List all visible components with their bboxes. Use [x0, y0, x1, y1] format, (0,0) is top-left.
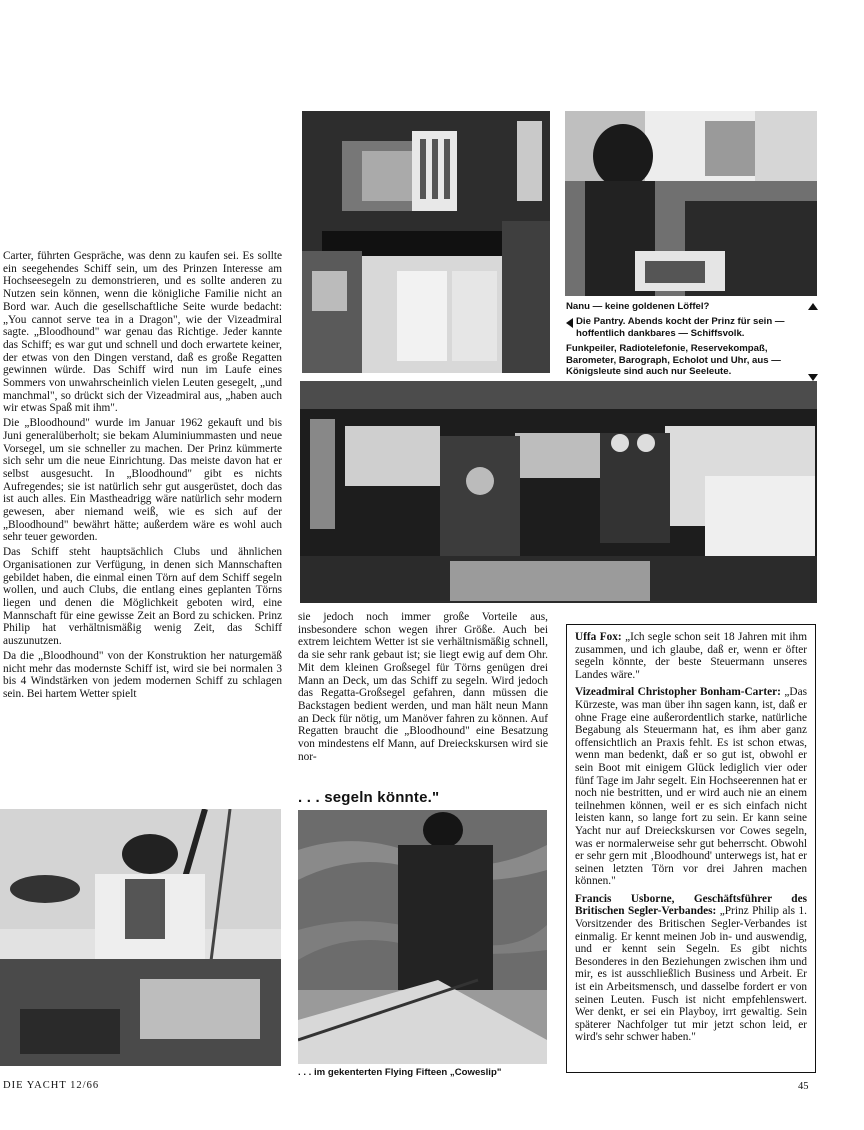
photo-woman-crate	[565, 111, 817, 296]
quotes-box	[566, 624, 816, 1073]
caption-pantry: Die Pantry. Abends kocht der Prinz für sein — hoffentlich dankbares — Schiffsvolk.	[576, 316, 785, 339]
page-number: 45	[798, 1081, 809, 1092]
captions-top-right	[566, 301, 818, 377]
column-middle	[298, 611, 548, 765]
quote-usborne	[575, 893, 807, 1044]
quote-speaker: Uffa Fox:	[575, 631, 622, 643]
caption-navigation: Funkpeiler, Radiotelefonie, Reservekompaß, Barometer, Barograph, Echolot und Uhr, aus — Königsleute sind auch nur Seeleute.	[566, 343, 781, 378]
triangle-down-icon	[808, 374, 818, 381]
photo-pantry	[302, 111, 550, 373]
quote-text: „Das Kürzeste, was man über ihn sagen kann, ist, daß er ohne Frage eine außerordentlich starke, natürliche Begabung als Steuermann hat, es ihm aber ganz offensichtlich an Praxis fehlt. Es ist schon etwas, wenn man bedenkt, daß er so gut ist, obwohl er sein Boot mit einigem Glück lediglich vier oder fünf Tage im Jahr segelt. Ein Hochseerennen hat er noch nie bestritten, und er wird auch nie an einem teilnehmen können, weil er es sich einfach nicht leisten kann, so lange fort zu sein. Er kann seine Yacht nur auf Dreieckskursen vor Cowes segeln, was er normalerweise sehr gut beherrscht. Obwohl er sehr gern mit ‚Bloodhound' unterwegs ist, hat er seinen letzten Törn vor drei Jahren machen können."	[575, 686, 807, 888]
caption-woman-crate: Nanu — keine goldenen Löffel?	[566, 301, 710, 312]
paragraph: Carter, führten Gespräche, was denn zu kaufen sei. Es sollte ein seegehendes Schiff sein, um des Prinzen Interesse am Hochseesegeln zu demonstrieren, und es sollte anderen zu Nutzen sein können, wenn die königliche Familie nicht an Bord war. Auch die gesellschaftliche Seite wurde bedacht: „You cannot serve tea in a Dragon", wie der Vizeadmiral sagte. „Bloodhound" war genau das Richtige. Jeder kannte das Schiff; es war gut und schnell und doch erwartete keiner, der etwas von den Dingen verstand, daß es große Regatten gewinnen würde. Das Schiff wird nun im Laufe eines Sommers von unwahrscheinlich vielen Leuten gesegelt, „und manchmal", so drückt sich der Vizeadmiral aus, „haben auch wir etwas Spaß mit ihm".	[3, 250, 282, 415]
footer-publication: DIE YACHT 12/66	[3, 1080, 100, 1091]
quote-text: „Prinz Philip als 1. Vorsitzender des Britischen Segler-Verbandes ist einmalig. Er kennt meinen Job in- und auswendig, und er kennt sein Segeln. Es gibt nichts Besonderes in den Beziehungen zwischen ihm und mir, es ist ausschließlich Business und Arbeit. Er ist ein Arbeitsmensch, und dasselbe fordert er von seinen Leuten. Fusch ist nicht empfehlenswert. Wer denkt, er sei ein Playboy, irrt gewaltig. Sein späterer Nachfolger tut mir jetzt schon leid, er wird's sehr schwer haben."	[575, 905, 807, 1044]
quote-text: „Ich segle schon seit 18 Jahren mit ihm zusammen, und ich glaube, daß er, wenn er öfter segeln könnte, der beste Steuermann unseres Landes wäre."	[575, 631, 807, 681]
caption-capsized: . . . im gekenterten Flying Fifteen „Coweslip"	[298, 1067, 502, 1078]
photo-navigation-station	[300, 381, 817, 603]
quote-bonham-carter	[575, 686, 807, 888]
quote-speaker: Vizeadmiral Christopher Bonham-Carter:	[575, 686, 781, 699]
triangle-left-icon	[566, 318, 573, 328]
photo-sailing-crew	[0, 809, 281, 1066]
paragraph: sie jedoch noch immer große Vorteile aus, insbesondere schon wegen ihrer Größe. Auch bei extrem leichtem Wetter ist sie verhältnismäßig schnell, da sie sehr rank gebaut ist; sie liegt ewig auf dem Ohr. Mit dem kleinen Großsegel für Törns genügen drei Mann an Deck, um das Schiff zu segeln. Wird jedoch das Regatta-Großsegel gefahren, dann müssen die Backstagen bedient werden, und man hält neun Mann an Deck für nötig, um Manöver fahren zu können. Auf Regatten braucht die „Bloodhound" eine Besatzung von mindestens elf Mann, auf Dreieckskursen wird sie nor-	[298, 611, 548, 763]
column-left	[3, 250, 282, 703]
triangle-up-icon	[808, 303, 818, 310]
quote-uffa-fox	[575, 631, 807, 681]
paragraph: Das Schiff steht hauptsächlich Clubs und ähnlichen Organisationen zur Verfügung, in denen sich Mannschaften gebildet haben, die einmal einen Törn auf dem Schiff segeln wollen, und auch Clubs, die entlang eines geplanten Törns liegen und denen die Möglichkeit geboten wird, eine Mannschaft für eine gewisse Zeit an Bord zu schicken. Prinz Philip hat verhältnismäßig wenig Zeit, das Schiff auszunutzen.	[3, 546, 282, 648]
paragraph: Da die „Bloodhound" von der Konstruktion her naturgemäß nicht mehr das modernste Schiff ist, wird sie bei normalen 3 bis 4 Windstärken von jedem modernen Schiff zu schlagen sein. Bei hartem Wetter spielt	[3, 649, 282, 700]
quote-speaker: Francis Usborne, Geschäftsführer des Britischen Segler-Verbandes:	[575, 892, 807, 918]
section-headline: . . . segeln könnte."	[298, 789, 440, 806]
photo-capsized-dinghy	[298, 810, 547, 1064]
paragraph: Die „Bloodhound" wurde im Januar 1962 gekauft und bis Juni generalüberholt; sie bekam Aluminiummasten und neue Vorsegel, um sie schneller zu machen. Der Prinz kümmerte sich sehr um die neue Einrichtung. Das meiste davon hat er selbst ausgesucht. In „Bloodhound" gibt es nichts Aufregendes; sie ist natürlich sehr gut ausgerüstet, doch das ist auch alles. Ein Mastheadrigg wäre natürlich sehr modern gewesen, aber niemand weiß, wie es sich auf der „Bloodhound" bewährt hätte; außerdem wäre es wohl auch sehr teuer geworden.	[3, 417, 282, 544]
